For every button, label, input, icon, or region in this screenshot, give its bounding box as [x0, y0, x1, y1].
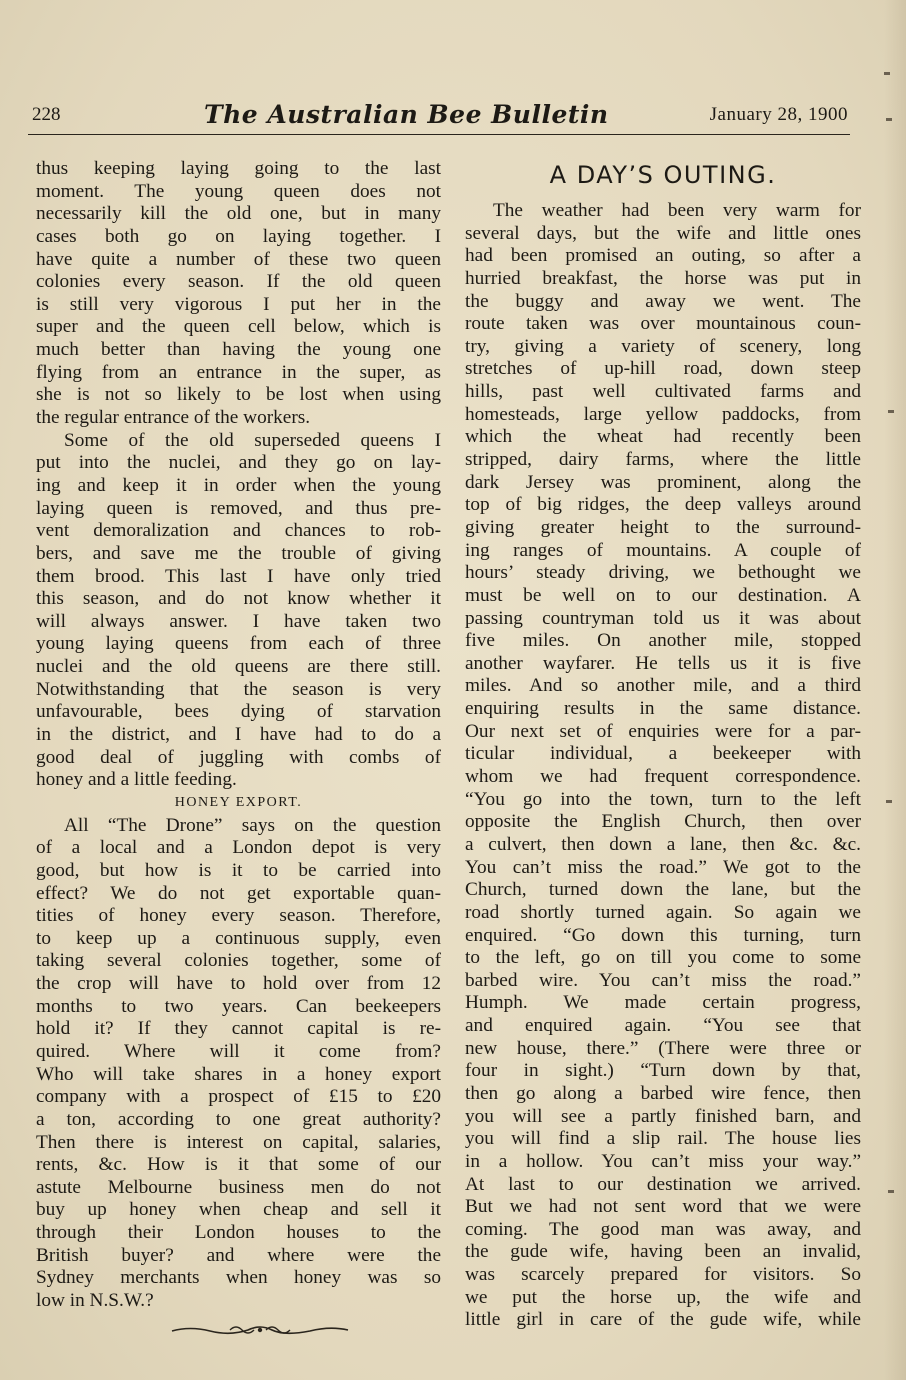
text-line: Notwithstanding that the season is very — [36, 678, 441, 700]
left-column — [36, 158, 441, 1313]
text-line: nuclei and the old queens are there still. — [36, 656, 441, 678]
text-line: Then there is interest on capital, salaries, — [36, 1131, 441, 1153]
text-line: low in N.S.W.? — [36, 1290, 154, 1312]
text-line: Church, turned down the lane, but the — [465, 879, 861, 901]
text-line: bers, and save me the trouble of giving — [36, 542, 441, 564]
text-line: passing countryman told us it was about — [465, 607, 861, 629]
text-line: British buyer? and where were the — [36, 1244, 441, 1266]
text-line: hurried breakfast, the horse was put in — [465, 267, 861, 289]
text-line: Humph. We made certain progress, — [465, 992, 861, 1014]
text-line: rents, &c. How is it that some of our — [36, 1154, 441, 1176]
text-line: colonies every season. If the old queen — [36, 271, 441, 293]
text-line: had been promised an outing, so after a — [465, 245, 861, 267]
ornament-divider-icon — [170, 1322, 350, 1338]
text-line: to keep up a continuous supply, even — [36, 927, 441, 949]
text-line: and enquired again. “You see that — [465, 1015, 861, 1037]
text-line: put into the nuclei, and they go on lay- — [36, 452, 441, 474]
page-edge-shadow — [884, 0, 906, 1380]
page-header — [28, 100, 850, 135]
text-line: honey and a little feeding. — [36, 769, 237, 791]
margin-mark — [886, 800, 892, 803]
text-line: Who will take shares in a honey export — [36, 1063, 441, 1085]
text-line: another wayfarer. He tells us it is five — [465, 652, 861, 674]
text-line: the regular entrance of the workers. — [36, 407, 311, 429]
article-title: A DAY’S OUTING. — [549, 161, 777, 189]
text-line: miles. And so another mile, and a third — [465, 675, 861, 697]
text-line: barbed wire. You can’t miss the road.” — [465, 969, 861, 991]
text-line: the gude wife, having been an invalid, — [465, 1241, 861, 1263]
text-line: several days, but the wife and little ones — [465, 222, 861, 244]
text-line: Our next set of enquiries were for a par- — [465, 720, 861, 742]
text-line: the crop will have to hold over from 12 — [36, 973, 441, 995]
section-subheading: HONEY EXPORT. — [174, 794, 303, 810]
text-line: ing and keep it in order when the young — [36, 474, 441, 496]
text-line: a culvert, then down a lane, then &c. &c. — [465, 833, 861, 855]
text-line: super and the queen cell below, which is — [36, 316, 441, 338]
margin-mark — [888, 1190, 894, 1193]
text-line: is still very vigorous I put her in the — [36, 293, 441, 315]
text-line: much better than having the young one — [36, 339, 441, 361]
text-line: tities of honey every season. Therefore, — [36, 905, 441, 927]
text-line: stretches of up-hill road, down steep — [465, 358, 861, 380]
text-line: will always answer. I have taken two — [36, 610, 441, 632]
text-line: thus keeping laying going to the last — [36, 158, 441, 179]
margin-mark — [888, 410, 894, 413]
text-line: you will see a partly finished barn, and — [465, 1105, 861, 1127]
text-line: in a hollow. You can’t miss your way.” — [465, 1150, 861, 1172]
text-line: try, giving a variety of scenery, long — [465, 335, 861, 357]
right-column — [465, 158, 861, 1332]
text-line: whom we had frequent correspondence. — [465, 766, 861, 788]
text-line: cases both go on laying together. I — [36, 225, 441, 247]
text-line: five miles. On another mile, stopped — [465, 630, 861, 652]
text-line: good, but how is it to be carried into — [36, 859, 441, 881]
text-line: Some of the old superseded queens I — [64, 429, 441, 451]
margin-mark — [886, 118, 892, 121]
text-line: of a local and a London depot is very — [36, 837, 441, 859]
text-line: the buggy and away we went. The — [465, 290, 861, 312]
text-line: But we had not sent word that we were — [465, 1196, 861, 1218]
text-line: enquired. “Go down this turning, turn — [465, 924, 861, 946]
text-line: flying from an entrance in the super, as — [36, 361, 441, 383]
text-line: ing ranges of mountains. A couple of — [465, 539, 861, 561]
text-line: good deal of juggling with combs of — [36, 746, 441, 768]
text-line: top of big ridges, the deep valleys around — [465, 494, 861, 516]
text-line: young laying queens from each of three — [36, 633, 441, 655]
text-line: which the wheat had recently been — [465, 426, 861, 448]
text-line: we put the horse up, the wife and — [465, 1286, 861, 1308]
text-line: effect? We do not get exportable quan- — [36, 882, 441, 904]
text-line: ticular individual, a beekeeper with — [465, 743, 861, 765]
text-line: hours’ steady driving, we bethought we — [465, 562, 861, 584]
text-line: you will find a slip rail. The house lies — [465, 1128, 861, 1150]
text-line: necessarily kill the old one, but in many — [36, 203, 441, 225]
issue-date: January 28, 1900 — [709, 104, 848, 125]
text-line: she is not so likely to be lost when using — [36, 384, 441, 406]
text-line: stripped, dairy farms, where the little — [465, 449, 861, 471]
text-line: astute Melbourne business men do not — [36, 1176, 441, 1198]
text-line: was scarcely prepared for visitors. So — [465, 1264, 861, 1286]
text-line: have quite a number of these two queen — [36, 248, 441, 270]
text-line: taking several colonies together, some of — [36, 950, 441, 972]
text-line: “You go into the town, turn to the left — [465, 788, 861, 810]
text-line: The weather had been very warm for — [493, 200, 861, 221]
text-line: moment. The young queen does not — [36, 180, 441, 202]
text-line: dark Jersey was prominent, along the — [465, 471, 861, 493]
text-line: through their London houses to the — [36, 1222, 441, 1244]
text-line: in the district, and I have had to do a — [36, 724, 441, 746]
text-line: All “The Drone” says on the question — [64, 814, 441, 836]
text-line: homesteads, large yellow paddocks, from — [465, 403, 861, 425]
page-number: 228 — [32, 104, 61, 125]
text-line: then go along a barbed wire fence, then — [465, 1082, 861, 1104]
text-line: months to two years. Can beekeepers — [36, 995, 441, 1017]
text-line: laying queen is removed, and thus pre- — [36, 497, 441, 519]
text-line: road shortly turned again. So again we — [465, 901, 861, 923]
text-line: little girl in care of the gude wife, while — [465, 1309, 861, 1331]
text-line: enquiring results in the same distance. — [465, 698, 861, 720]
text-line: opposite the English Church, then over — [465, 811, 861, 833]
text-line: buy up honey when cheap and sell it — [36, 1199, 441, 1221]
text-line: You can’t miss the road.” We got to the — [465, 856, 861, 878]
text-line: vent demoralization and chances to rob- — [36, 520, 441, 542]
margin-mark — [884, 72, 890, 75]
text-line: four in sight.) “Turn down by that, — [465, 1060, 861, 1082]
text-line: quired. Where will it come from? — [36, 1040, 441, 1062]
text-line: Sydney merchants when honey was so — [36, 1267, 441, 1289]
journal-title: The Australian Bee Bulletin — [204, 100, 609, 129]
text-line: unfavourable, bees dying of starvation — [36, 701, 441, 723]
text-line: company with a prospect of £15 to £20 — [36, 1086, 441, 1108]
text-line: giving greater height to the surround- — [465, 516, 861, 538]
text-line: new house, there.” (There were three or — [465, 1037, 861, 1059]
text-line: to the left, go on till you come to some — [465, 947, 861, 969]
text-line: them brood. This last I have only tried — [36, 565, 441, 587]
text-line: route taken was over mountainous coun- — [465, 313, 861, 335]
text-line: At last to our destination we arrived. — [465, 1173, 861, 1195]
text-line: this season, and do not know whether it — [36, 588, 441, 610]
text-line: a ton, according to one great authority? — [36, 1108, 441, 1130]
text-line: must be well on to our destination. A — [465, 584, 861, 606]
text-line: hold it? If they cannot capital is re- — [36, 1018, 441, 1040]
text-line: hills, past well cultivated farms and — [465, 381, 861, 403]
text-line: coming. The good man was away, and — [465, 1218, 861, 1240]
